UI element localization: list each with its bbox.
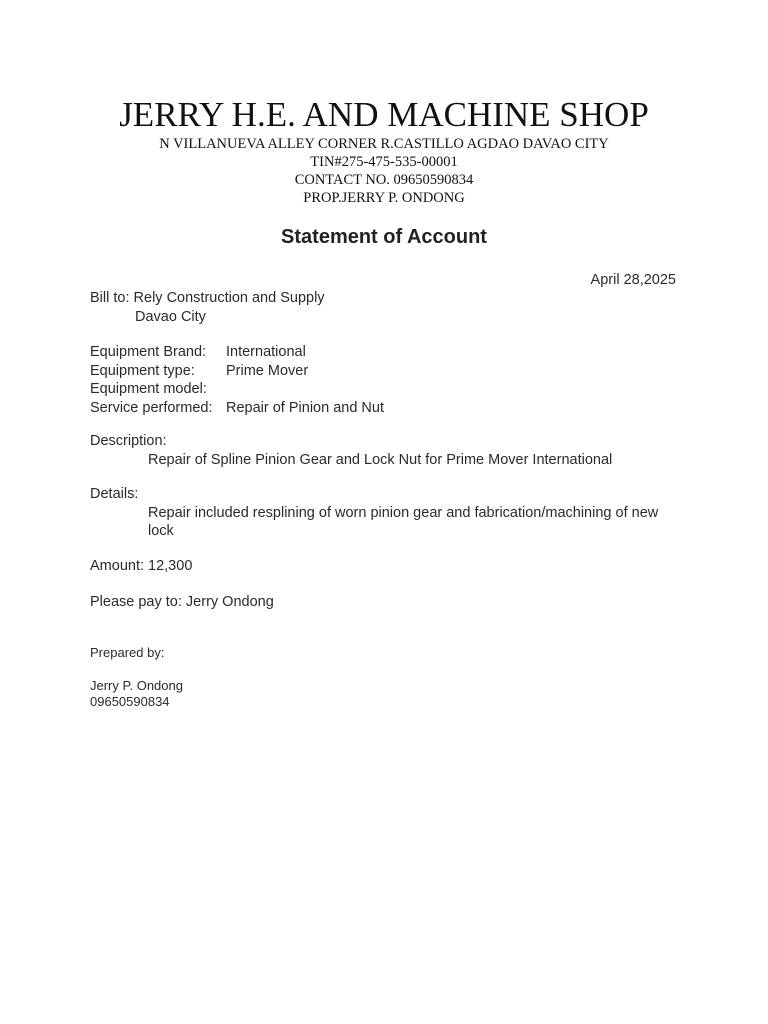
company-address: N VILLANUEVA ALLEY CORNER R.CASTILLO AGDAO DAVAO CITY <box>159 136 609 152</box>
equipment-brand-label: Equipment Brand: <box>90 344 207 360</box>
statement-date: April 28,2025 <box>590 272 676 288</box>
bill-to-label: Bill to: <box>90 290 130 306</box>
document-title: Statement of Account <box>281 226 487 248</box>
company-name: JERRY H.E. AND MACHINE SHOP <box>119 95 649 134</box>
prepared-by-label: Prepared by: <box>90 645 165 660</box>
equipment-type-row <box>90 362 384 381</box>
payment-instruction: Please pay to: Jerry Ondong <box>90 594 274 610</box>
equipment-type-value: Prime Mover <box>226 362 309 379</box>
equipment-model-label: Equipment model: <box>90 381 207 397</box>
equipment-model-row <box>90 380 384 399</box>
equipment-brand-row <box>90 343 384 362</box>
company-tin: TIN#275-475-535-00001 <box>310 154 458 170</box>
preparer-block <box>90 678 183 710</box>
bill-to-name: Rely Construction and Supply <box>133 290 325 306</box>
letterhead <box>0 95 768 207</box>
details-block <box>90 485 680 541</box>
preparer-phone: 09650590834 <box>90 694 170 709</box>
service-performed-label: Service performed: <box>90 399 213 416</box>
equipment-brand-value: International <box>226 344 306 360</box>
details-text: Repair included resplining of worn pinion gear and fabrication/machining of new lock <box>148 504 659 539</box>
description-text: Repair of Spline Pinion Gear and Lock Nut for Prime Mover International <box>148 451 613 468</box>
equipment-info <box>90 343 384 417</box>
company-contact: CONTACT NO. 09650590834 <box>294 172 474 188</box>
bill-to-line <box>90 289 325 308</box>
description-label: Description: <box>90 433 167 449</box>
company-proprietor: PROP.JERRY P. ONDONG <box>303 190 465 206</box>
description-block <box>90 432 612 469</box>
bill-to-block <box>90 289 325 326</box>
equipment-type-label: Equipment type: <box>90 362 195 379</box>
preparer-name: Jerry P. Ondong <box>90 678 183 693</box>
amount-line: Amount: 12,300 <box>90 558 193 574</box>
service-performed-value: Repair of Pinion and Nut <box>226 399 384 416</box>
service-performed-row <box>90 399 384 418</box>
details-label: Details: <box>90 486 139 502</box>
bill-to-city: Davao City <box>135 308 206 325</box>
